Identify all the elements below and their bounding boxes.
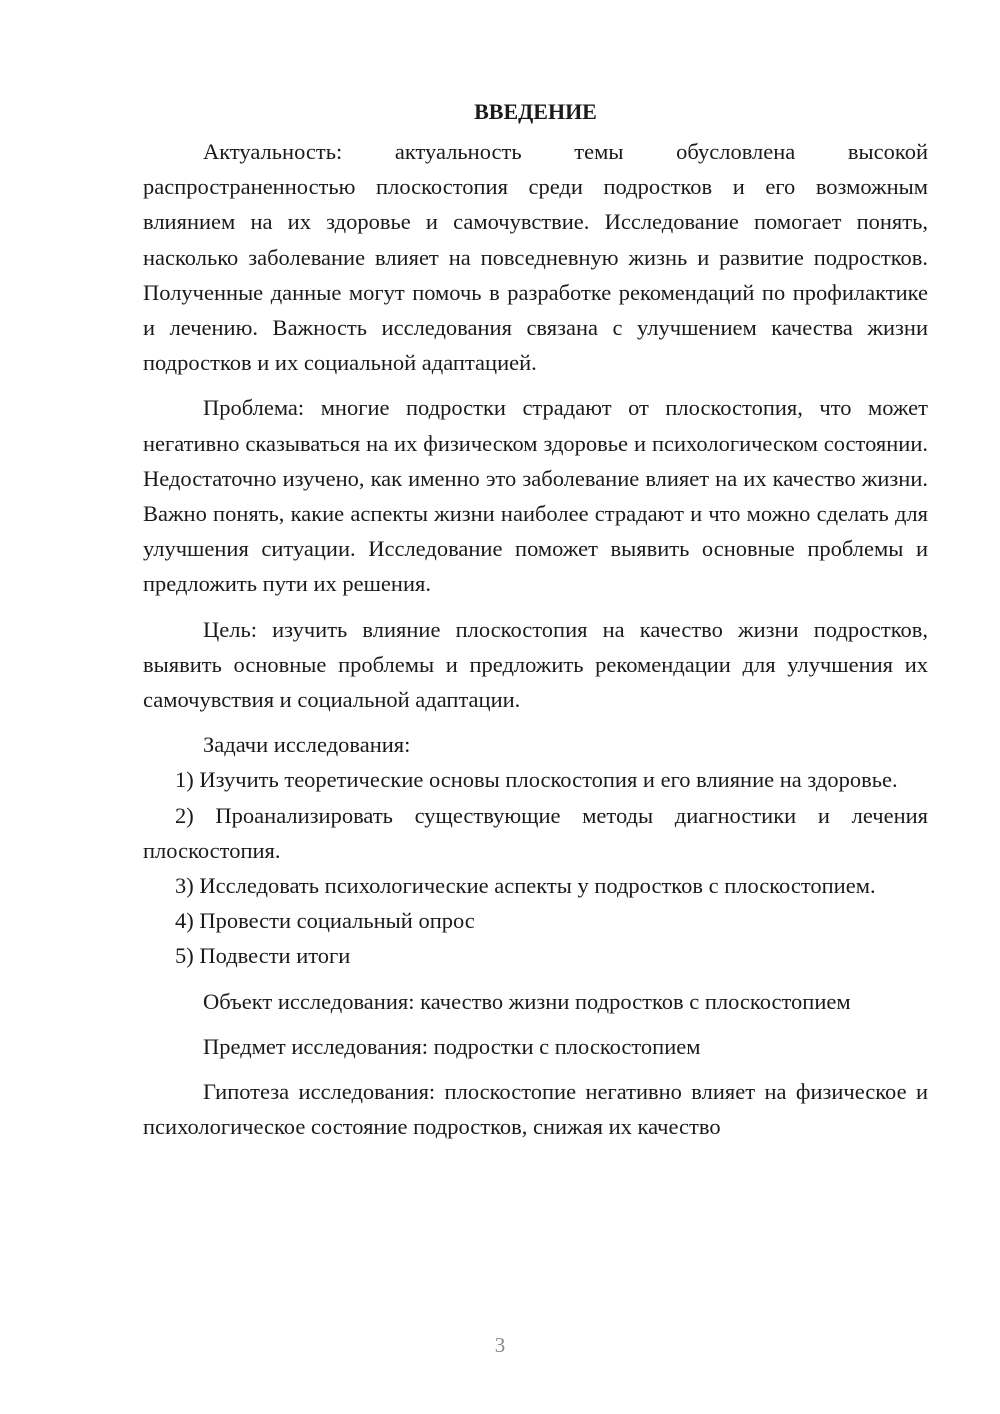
paragraph-goal: Цель: изучить влияние плоскостопия на качество жизни подростков, выявить основные проблемы и предложить рекомендации для улучшения их самочувствия и социальной адаптации. — [143, 616, 928, 713]
list-item: 2) Проанализировать существующие методы диагностики и лечения плоскостопия. — [143, 802, 928, 863]
document-body — [143, 94, 928, 1144]
paragraph-hypothesis: Гипотеза исследования: плоскостопие негативно влияет на физическое и психологическое состояние подростков, снижая их качество — [143, 1079, 928, 1140]
list-item: 4) Провести социальный опрос — [175, 908, 475, 934]
paragraph-subject: Предмет исследования: подростки с плоскостопием — [203, 1033, 701, 1059]
page-number: 3 — [494, 1333, 506, 1357]
paragraph-relevance: Актуальность: актуальность темы обусловлена высокой распространенностью плоскостопия среди подростков и его возможным влиянием на их здоровье и самочувствие. Исследование помогает понять, насколько заболевание влияет на повседневную жизнь и развитие подростков. Полученные данные могут помочь в разработке рекомендаций по профилактике и лечению. Важность исследования связана с улучшением качества жизни подростков и их социальной адаптацией. — [143, 139, 928, 376]
paragraph-problem: Проблема: многие подростки страдают от плоскостопия, что может негативно сказываться на их физическом здоровье и психологическом состоянии. Недостаточно изучено, как именно это заболевание влияет на их качество жизни. Важно понять, какие аспекты жизни наиболее страдают и что можно сделать для улучшения ситуации. Исследование поможет выявить основные проблемы и предложить пути их решения. — [143, 395, 928, 597]
list-item: 5) Подвести итоги — [175, 943, 351, 969]
list-item: 1) Изучить теоретические основы плоскостопия и его влияние на здоровье. — [175, 767, 898, 793]
list-item: 3) Исследовать психологические аспекты у подростков с плоскостопием. — [175, 873, 876, 899]
tasks-heading: Задачи исследования: — [203, 732, 411, 758]
paragraph-object: Объект исследования: качество жизни подростков с плоскостопием — [203, 988, 851, 1014]
page-title: ВВЕДЕНИЕ — [474, 99, 597, 124]
